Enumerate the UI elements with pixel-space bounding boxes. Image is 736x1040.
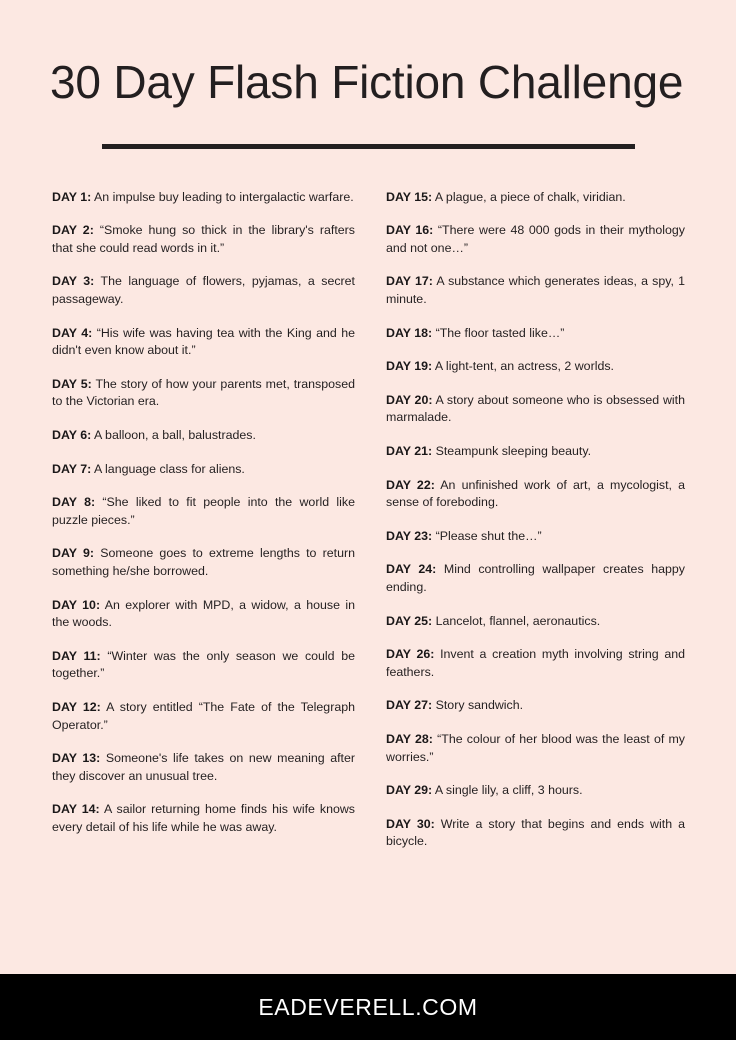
- prompt-day-label: DAY 20:: [386, 392, 433, 407]
- prompt-day-text: The story of how your parents met, transposed to the Victorian era.: [52, 376, 356, 409]
- prompt-day-text: An unfinished work of art, a mycologist, a sense of foreboding.: [386, 477, 685, 510]
- prompt-day-label: DAY 14:: [52, 802, 100, 817]
- prompt-day-text: Lancelot, flannel, aeronautics.: [432, 613, 601, 628]
- prompt-day-label: DAY 9:: [52, 546, 95, 561]
- prompt-day-label: DAY 27:: [386, 698, 433, 713]
- prompt-day-text: “The colour of her blood was the least of my worries.”: [386, 731, 685, 764]
- prompt-day-label: DAY 26:: [386, 647, 435, 662]
- prompt-item: [52, 189, 355, 207]
- page-title: 30 Day Flash Fiction Challenge: [50, 56, 684, 108]
- prompt-item: [52, 325, 355, 360]
- prompt-day-label: DAY 18:: [386, 325, 433, 340]
- poster-header: [0, 0, 736, 108]
- prompt-item: [386, 358, 685, 376]
- prompt-item: [52, 750, 355, 785]
- prompt-day-text: Write a story that begins and ends with a bicycle.: [386, 816, 685, 849]
- prompt-day-text: “There were 48 000 gods in their mythology and not one…”: [386, 223, 685, 255]
- prompt-item: [386, 646, 685, 681]
- prompt-day-text: A balloon, a ball, balustrades.: [91, 428, 256, 443]
- prompt-item: [386, 443, 685, 461]
- prompt-day-text: A sailor returning home finds his wife knows every detail of his life while he was away.: [52, 802, 355, 834]
- prompt-day-label: DAY 7:: [52, 461, 92, 476]
- footer-website-label: EADEVERELL.COM: [258, 993, 478, 1020]
- prompt-day-label: DAY 15:: [386, 189, 433, 204]
- prompt-day-text: Someone's life takes on new meaning after they discover an unusual tree.: [52, 751, 355, 783]
- prompt-day-text: Story sandwich.: [432, 698, 524, 713]
- prompt-day-label: DAY 3:: [52, 274, 95, 289]
- prompt-day-label: DAY 21:: [386, 444, 433, 459]
- prompt-day-text: “His wife was having tea with the King and he didn't even know about it.”: [52, 325, 355, 358]
- prompt-day-label: DAY 2:: [52, 223, 94, 238]
- prompt-item: [386, 222, 685, 257]
- prompt-day-label: DAY 19:: [386, 359, 433, 374]
- prompt-day-label: DAY 4:: [52, 325, 93, 340]
- prompt-day-text: A story entitled “The Fate of the Telegraph Operator.”: [52, 699, 355, 732]
- footer-bar: [0, 974, 736, 1040]
- prompt-day-text: An explorer with MPD, a widow, a house in the woods.: [52, 597, 355, 630]
- prompt-day-label: DAY 25:: [386, 613, 433, 628]
- prompt-item: [52, 427, 355, 445]
- prompt-day-text: The language of flowers, pyjamas, a secret passageway.: [52, 274, 355, 307]
- prompt-day-text: Invent a creation myth involving string and feathers.: [386, 647, 685, 679]
- prompt-item: [52, 222, 355, 257]
- prompt-day-label: DAY 30:: [386, 816, 435, 831]
- prompt-day-text: A language class for aliens.: [91, 461, 245, 476]
- prompt-day-label: DAY 11:: [52, 648, 101, 663]
- prompt-day-text: Mind controlling wallpaper creates happy ending.: [386, 562, 685, 594]
- prompt-item: [386, 731, 685, 766]
- prompt-item: [386, 613, 685, 631]
- prompt-item: [386, 697, 685, 715]
- prompt-day-label: DAY 1:: [52, 189, 92, 204]
- prompt-day-label: DAY 8:: [52, 495, 96, 510]
- prompt-item: [386, 528, 685, 546]
- prompt-day-text: A plague, a piece of chalk, viridian.: [432, 189, 626, 204]
- prompt-item: [386, 189, 685, 207]
- prompt-column-right: [386, 189, 685, 851]
- prompt-item: [386, 782, 685, 800]
- prompt-day-text: “Winter was the only season we could be together.”: [52, 648, 356, 681]
- prompt-day-text: Steampunk sleeping beauty.: [432, 444, 592, 459]
- prompt-day-label: DAY 23:: [386, 528, 433, 543]
- prompt-day-text: “She liked to fit people into the world like puzzle pieces.”: [52, 495, 355, 527]
- prompt-day-label: DAY 6:: [52, 428, 92, 443]
- prompt-day-text: “Please shut the…”: [432, 528, 542, 543]
- prompt-item: [52, 376, 355, 411]
- prompt-columns: [0, 149, 736, 1040]
- prompt-item: [52, 801, 355, 836]
- prompt-day-label: DAY 24:: [386, 562, 437, 577]
- prompt-day-label: DAY 22:: [386, 477, 435, 492]
- prompt-day-text: An impulse buy leading to intergalactic warfare.: [91, 189, 354, 204]
- prompt-day-label: DAY 28:: [386, 731, 433, 746]
- prompt-day-text: A single lily, a cliff, 3 hours.: [432, 783, 583, 798]
- prompt-day-label: DAY 13:: [52, 751, 101, 766]
- prompt-column-left: [52, 189, 355, 837]
- prompt-item: [52, 648, 355, 683]
- prompt-day-label: DAY 5:: [52, 376, 92, 391]
- prompt-day-label: DAY 12:: [52, 699, 101, 714]
- prompt-item: [386, 273, 685, 308]
- prompt-day-label: DAY 16:: [386, 223, 434, 238]
- prompt-day-text: A substance which generates ideas, a spy, 1 minute.: [386, 274, 685, 307]
- prompt-day-text: “The floor tasted like…”: [432, 325, 565, 340]
- prompt-day-text: A story about someone who is obsessed with marmalade.: [386, 392, 685, 425]
- prompt-item: [52, 461, 355, 479]
- prompt-day-label: DAY 29:: [386, 783, 433, 798]
- prompt-item: [386, 477, 685, 512]
- prompt-day-label: DAY 10:: [52, 597, 101, 612]
- prompt-item: [386, 392, 685, 427]
- prompt-item: [386, 816, 685, 851]
- prompt-item: [52, 699, 355, 734]
- prompt-day-text: Someone goes to extreme lengths to return something he/she borrowed.: [52, 546, 355, 578]
- prompt-item: [52, 494, 355, 529]
- prompt-item: [386, 325, 685, 343]
- prompt-item: [52, 545, 355, 580]
- prompt-item: [52, 597, 355, 632]
- prompt-day-label: DAY 17:: [386, 274, 433, 289]
- prompt-day-text: “Smoke hung so thick in the library's rafters that she could read words in it.”: [52, 223, 355, 255]
- prompt-item: [386, 561, 685, 596]
- prompt-day-text: A light-tent, an actress, 2 worlds.: [432, 359, 614, 374]
- prompt-item: [52, 273, 355, 308]
